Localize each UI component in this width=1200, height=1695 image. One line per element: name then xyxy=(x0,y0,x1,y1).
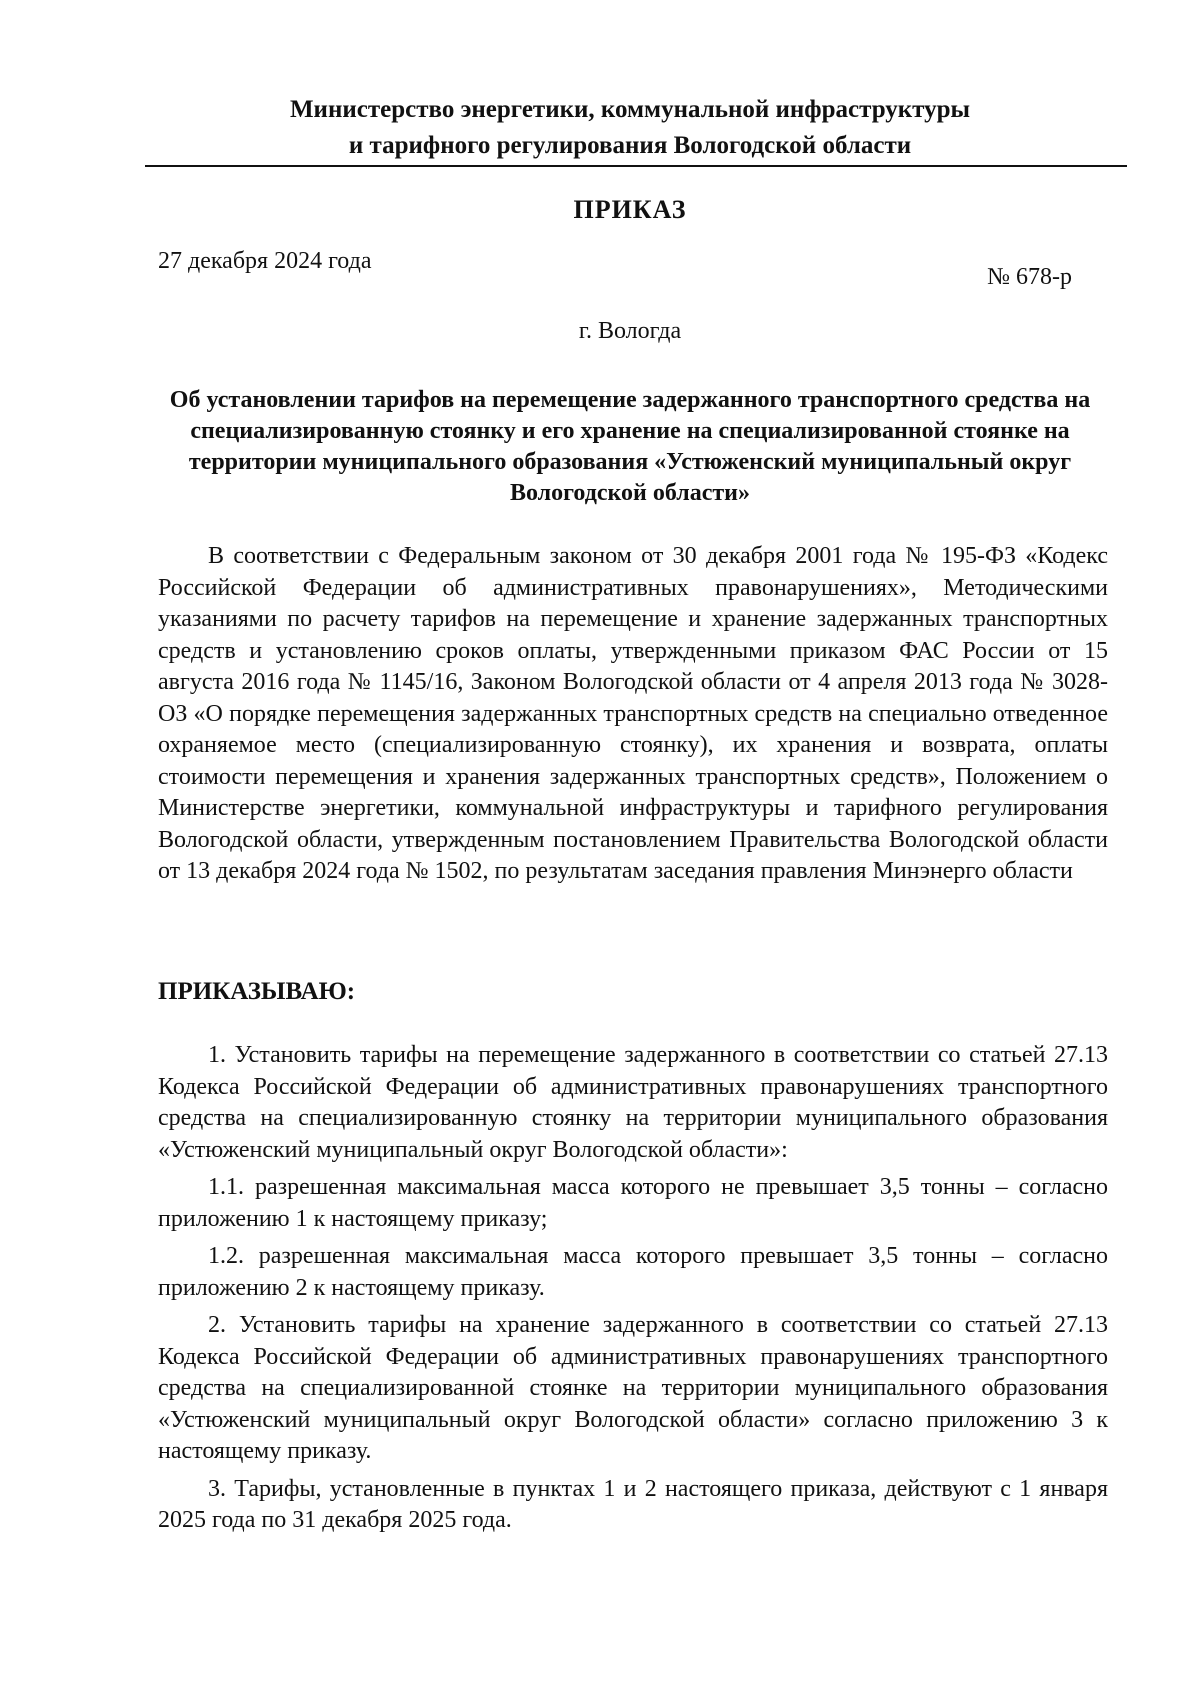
document-type: ПРИКАЗ xyxy=(573,195,687,224)
order-item-1-2: 1.2. разрешенная максимальная масса которого превышает 3,5 тонны – согласно приложению 2 к настоящему приказу. xyxy=(158,1243,1108,1301)
document-date: 27 декабря 2024 года xyxy=(158,248,372,274)
ministry-header-line1: Министерство энергетики, коммунальной инфраструктуры xyxy=(289,96,971,123)
order-item-1-1: 1.1. разрешенная максимальная масса которого не превышает 3,5 тонны – согласно приложению 1 к настоящему приказу; xyxy=(158,1174,1108,1232)
header-divider xyxy=(145,165,1127,167)
order-item-2: 2. Установить тарифы на хранение задержанного в соответствии со статьей 27.13 Кодекса Российской Федерации об административных правонарушениях транспортного средства на специализированной стоянке на территории муниципального образования «Устюженский муниципальный округ Вологодской области» согласно приложению 3 к настоящему приказу. xyxy=(158,1312,1108,1464)
ministry-header xyxy=(140,92,1120,164)
document-title: Об установлении тарифов на перемещение задержанного транспортного средства на специализированную стоянку и его хранение на специализированной стоянке на территории муниципального образования «Устюженский муниципальный округ Вологодской области» xyxy=(169,387,1091,506)
document-number: № 678-р xyxy=(987,264,1072,290)
order-items xyxy=(158,1040,1108,1537)
preamble-paragraph: В соответствии с Федеральным законом от 30 декабря 2001 года № 195-ФЗ «Кодекс Российской Федерации об административных правонарушениях», Методическими указаниями по расчету тарифов на перемещение и хранение задержанных транспортных средств и установлению сроков оплаты, утвержденными приказом ФАС России от 15 августа 2016 года № 1145/16, Законом Вологодской области от 4 апреля 2013 года № 3028-ОЗ «О порядке перемещения задержанных транспортных средств на специально отведенное охраняемое место (специализированную стоянку), их хранения и возврата, оплаты стоимости перемещения и хранения задержанных транспортных средств», Положением о Министерстве энергетики, коммунальной инфраструктуры и тарифного регулирования Вологодской области, утвержденным постановлением Правительства Вологодской области от 13 декабря 2024 года № 1502, по результатам заседания правления Минэнерго области xyxy=(158,543,1108,884)
ministry-header-line2: и тарифного регулирования Вологодской области xyxy=(348,132,912,159)
document-city: г. Вологда xyxy=(578,318,682,344)
order-keyword: ПРИКАЗЫВАЮ: xyxy=(158,978,356,1005)
order-item-1: 1. Установить тарифы на перемещение задержанного в соответствии со статьей 27.13 Кодекса Российской Федерации об административных правонарушениях транспортного средства на специализированную стоянку на территории муниципального образования «Устюженский муниципальный округ Вологодской области»: xyxy=(158,1042,1108,1163)
order-item-3: 3. Тарифы, установленные в пунктах 1 и 2 настоящего приказа, действуют с 1 января 2025 года по 31 декабря 2025 года. xyxy=(158,1475,1108,1533)
